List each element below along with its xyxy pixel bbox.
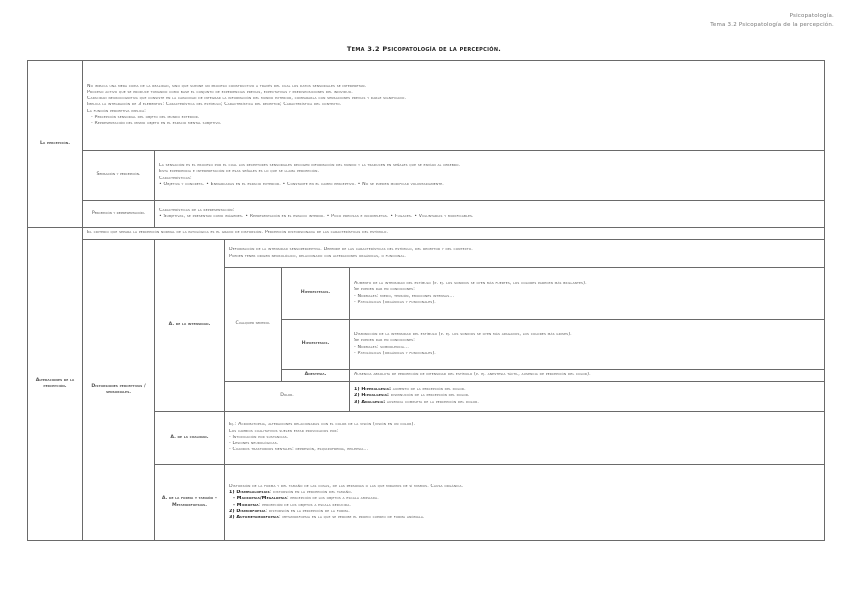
text-line: - Cuadros trastornos mentales: depresión, esquizofrenia, epilepsia... xyxy=(229,447,369,453)
text-line: • Objetiva y concreta. • Enmarcadas en el espacio exterior. • Constante en el campo perceptivo. • No se pueden modificar voluntariamente. xyxy=(159,181,444,187)
text-line: Aumento de la intensidad del estímulo (p. ej. los sonidos se oyen más fuertes, los colores parecen más brillantes). xyxy=(354,281,587,287)
summary-table xyxy=(27,60,825,541)
text-line: - Normales: somnolencia... xyxy=(354,344,409,350)
cualidad-label: A. de la cualidad. xyxy=(155,412,225,465)
sensacion-text xyxy=(155,151,825,201)
text-line: Esta experiencia e interpretación de esas señales es lo que se llama percepción. xyxy=(159,169,320,175)
distorsiones-label: Distorsiones perceptivas / sensoriales. xyxy=(83,240,155,541)
header-topic: Tema 3.2 Psicopatología de la percepción. xyxy=(710,22,834,28)
representacion-label: Percepción y representación. xyxy=(83,201,155,228)
forma-item: 1) Dismegalopsias: distorsión en la percepción del tamaño. xyxy=(229,490,353,496)
text-line: - Intoxicación por sustancias. xyxy=(229,434,289,440)
intensidad-definition xyxy=(225,240,825,268)
forma-text xyxy=(225,465,825,541)
text-line: Disminución de la intensidad del estímulo (p. ej. los sonidos se oyen más apagados, los colores más grises). xyxy=(354,332,572,338)
text-line: - Normales: miedo, tensión, emociones intensas... xyxy=(354,293,455,299)
text-line: • Subjetivas, se presentan como imágenes. • Representación en el espacio interno. • Poco precisas e incompletas. • Fugaces. • Voluntarias y modificables. xyxy=(159,214,474,219)
representacion-text xyxy=(155,201,825,228)
forma-item: 3) Autometamorfopsia: metamorfopsia en la que se percibe el propio cuerpo de forma anómala. xyxy=(229,514,425,520)
alteraciones-intro xyxy=(83,228,825,240)
forma-item: 2) Dismorfopsia: distorsión en la percepción de la forma. xyxy=(229,508,350,514)
text-line: - Lesiones neurológicas. xyxy=(229,441,279,447)
dolor-item: 2) Hipoalgesia: disminución de la percepción del dolor. xyxy=(354,393,470,399)
text-line: Características: xyxy=(159,175,192,181)
text-line: La sensación es el proceso por el cual los receptores sensoriales recogen información del mundo y la traducen en señales que se envían al cerebro. xyxy=(159,163,461,169)
page-header xyxy=(710,12,834,30)
text-line: El criterio que separa la percepción normal de la patológica es el grado de distorsión. Percepción distorsionada de las características del estímulo. xyxy=(87,230,389,236)
percepcion-definition xyxy=(83,61,825,151)
cualidad-text xyxy=(225,412,825,465)
sensacion-label: Sensación y percepción. xyxy=(83,151,155,201)
anestesia-text xyxy=(350,370,825,382)
text-line: Los cambios cualitativos suelen estar provocados por: xyxy=(229,428,339,434)
hipoestesias-text xyxy=(350,320,825,370)
text-line: - Percepción sensorial del objeto del mundo exterior. xyxy=(91,114,200,120)
percepcion-label: La percepción. xyxy=(28,61,83,228)
dolor-text xyxy=(350,382,825,412)
forma-item: - Macropsia/Megalopsia: percepción de los objetos a escala ampliada. xyxy=(233,496,379,502)
text-line: - Representación del mismo objeto en el espacio mental subjetivo. xyxy=(91,121,222,126)
text-line: Se pueden dar en condiciones: xyxy=(354,287,415,293)
text-line: Implica la integración de 3 elementos: Característica del estímulo; Característica del receptor; Característica del contexto. xyxy=(87,102,342,108)
text-line: Se pueden dar en condiciones: xyxy=(354,338,415,344)
hipoestesias-label: Hipoestesias. xyxy=(282,320,350,370)
alteraciones-label: Alteraciones de la percepción. xyxy=(28,228,83,541)
text-line: Ausencia absoluta de percepción de intensidad del estímulo (p. ej. anestesia táctil, ausencia de percepción del color). xyxy=(354,372,591,378)
header-subject: Psicopatología. xyxy=(789,13,834,19)
text-line: La función perceptiva implica: xyxy=(87,108,147,114)
intensidad-label: A. de la intensidad. xyxy=(155,240,225,412)
forma-item: - Micropsia: percepción de los objetos a escala reducida. xyxy=(233,502,352,508)
text-line: Distorsión de la forma y del tamaño de las cosas, de las personas o las que miramos de sí mismos. Causa orgánica. xyxy=(229,483,464,489)
hiperestesias-text xyxy=(350,268,825,320)
hiperestesias-label: Hiperestesias. xyxy=(282,268,350,320)
forma-label: A. de la forma y tamaño – Metamorfopsias. xyxy=(155,465,225,541)
dolor-item: 3) Analgesia: ausencia completa de la percepción del dolor. xyxy=(354,399,480,405)
text-line: Pueden tener origen neurológico, relacionado con alteraciones orgánicas, o funcional. xyxy=(229,253,407,259)
text-line: - Patológicas (orgánicas y funcionales). xyxy=(354,299,436,305)
dolor-label: Dolor. xyxy=(225,382,350,412)
anestesia-label: Anestesia. xyxy=(282,370,350,382)
text-line: No implica una mera copia de la realidad, sino que supone un proceso constructivo a través del cual los datos sensoriales se interpretan. xyxy=(87,83,367,89)
text-line: Capacidad neurocognitiva que consiste en la capacidad de integrar la información del mundo exterior, compararla con sensaciones previas y darle significado. xyxy=(87,96,407,102)
text-line: Deformación de la intensidad sensoperceptiva. Depende de las características del estímulo, del receptor y del contexto. xyxy=(229,247,473,253)
text-line: Ej.: Acromatopsia, alteraciones relacionadas con el color de la visión (visión en un color). xyxy=(229,422,416,428)
text-line: Proceso activo que se produce tomando como base el conjunto de experiencias previas, expectativas y predisposiciones del individuo. xyxy=(87,89,353,95)
cualquier-sentido-label: Cualquier sentido. xyxy=(225,268,282,382)
page-title: Tema 3.2 Psicopatología de la percepción. xyxy=(346,45,502,53)
dolor-item: 1) Hiperalgesia: aumento de la percepción del dolor. xyxy=(354,387,466,393)
text-line: - Patológicas (orgánicas y funcionales). xyxy=(354,350,436,356)
text-line: Características de la representación: xyxy=(159,207,235,213)
